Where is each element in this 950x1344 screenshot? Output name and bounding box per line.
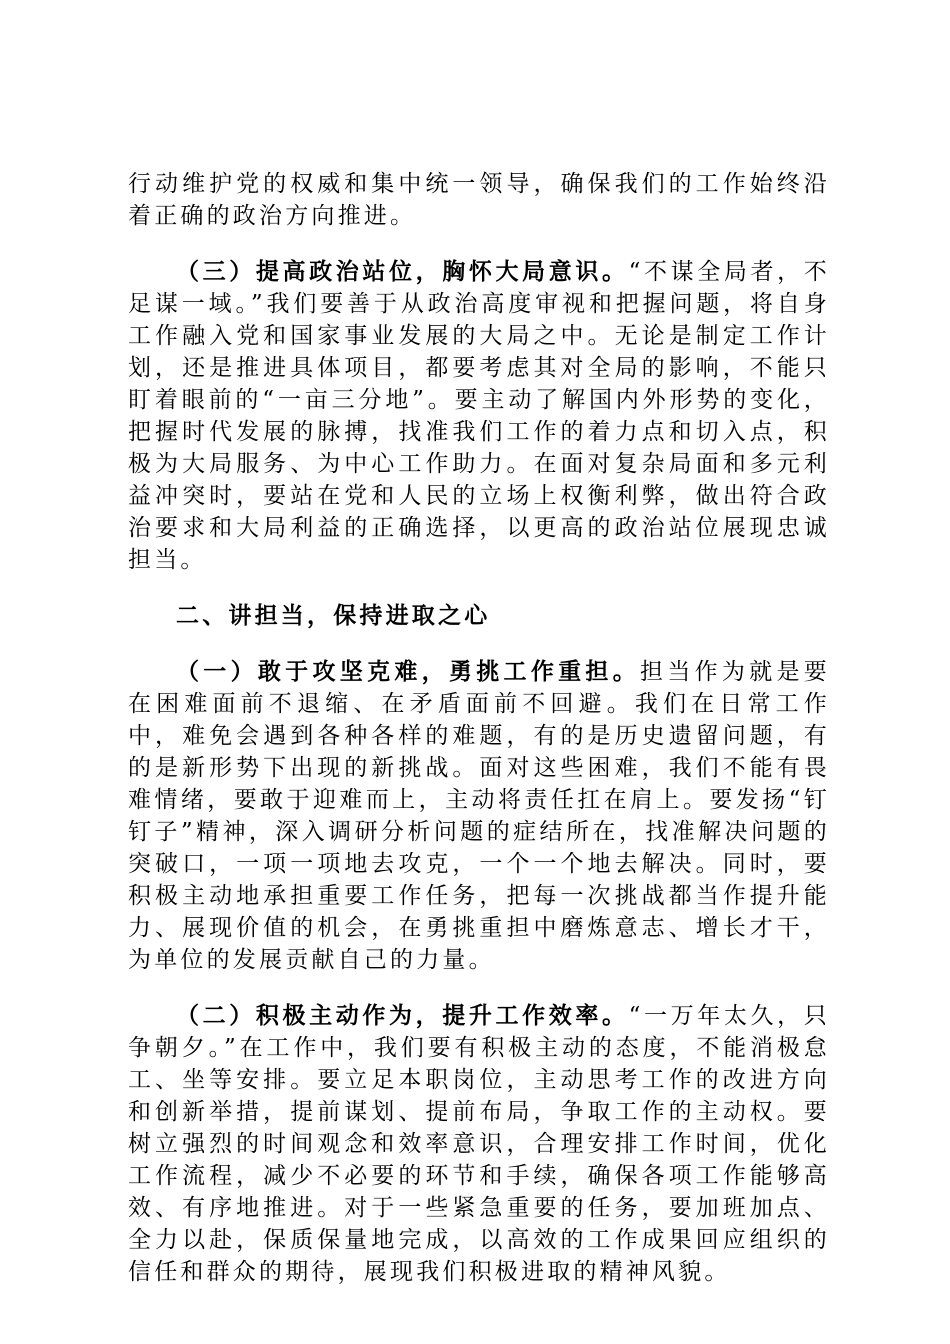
paragraph-text: 行动维护党的权威和集中统一领导，确保我们的工作始终沿着正确的政治方向推进。 (128, 171, 830, 229)
paragraph-text: “不谋全局者，不足谋一域。”我们要善于从政治高度审视和把握问题，将自身工作融入党和国家事业发展的大局之中。无论是制定工作计划，还是推进具体项目，都要考虑其对全局的影响，不能只盯着眼前的“一亩三分地”。要主动了解国内外形势的变化，把握时代发展的脉搏，找准我们工作的着力点和切入点，积极为大局服务、为中心工作助力。在面对复杂局面和多元利益冲突时，要站在党和人民的立场上权衡利弊，做出符合政治要求和大局利益的正确选择，以更高的政治站位展现忠诚担当。 (128, 259, 830, 573)
section-heading: 二、讲担当，保持进取之心 (176, 602, 491, 629)
paragraph-lead: （二）积极主动作为，提升工作效率。 (176, 1002, 629, 1029)
paragraph-lead: （三）提高政治站位，胸怀大局意识。 (176, 258, 629, 285)
paragraph-text: 担当作为就是要在困难面前不退缩、在矛盾面前不回避。我们在日常工作中，难免会遇到各种各样的难题，有的是历史遗留问题，有的是新形势下出现的新挑战。面对这些困难，我们不能有畏难情绪，要敢于迎难而上，主动将责任扛在肩上。要发扬“钉钉子”精神，深入调研分析问题的症结所在，找准解决问题的突破口，一项一项地去攻克，一个一个地去解决。同时，要积极主动地承担重要工作任务，把每一次挑战都当作提升能力、展现价值的机会，在勇挑重担中磨炼意志、增长才干，为单位的发展贡献自己的力量。 (128, 659, 831, 973)
paragraph-political-stance (128, 256, 830, 576)
paragraph-lead: （一）敢于攻坚克难，勇挑工作重担。 (176, 658, 641, 685)
paragraph-text: “一万年太久，只争朝夕。”在工作中，我们要有积极主动的态度，不能消极怠工、坐等安排。要立足本职岗位，主动思考工作的改进方向和创新举措，提前谋划、提前布局，争取工作的主动权。要树立强烈的时间观念和效率意识，合理安排工作时间，优化工作流程，减少不必要的环节和手续，确保各项工作能够高效、有序地推进。对于一些紧急重要的任务，要加班加点、全力以赴，保质保量地完成，以高效的工作成果回应组织的信任和群众的期待，展现我们积极进取的精神风貌。 (128, 1003, 830, 1285)
paragraph-tackle-difficulties (128, 656, 830, 976)
document-body (128, 168, 830, 1312)
paragraph-proactive-efficiency (128, 1000, 830, 1288)
paragraph-continuation (128, 168, 830, 232)
